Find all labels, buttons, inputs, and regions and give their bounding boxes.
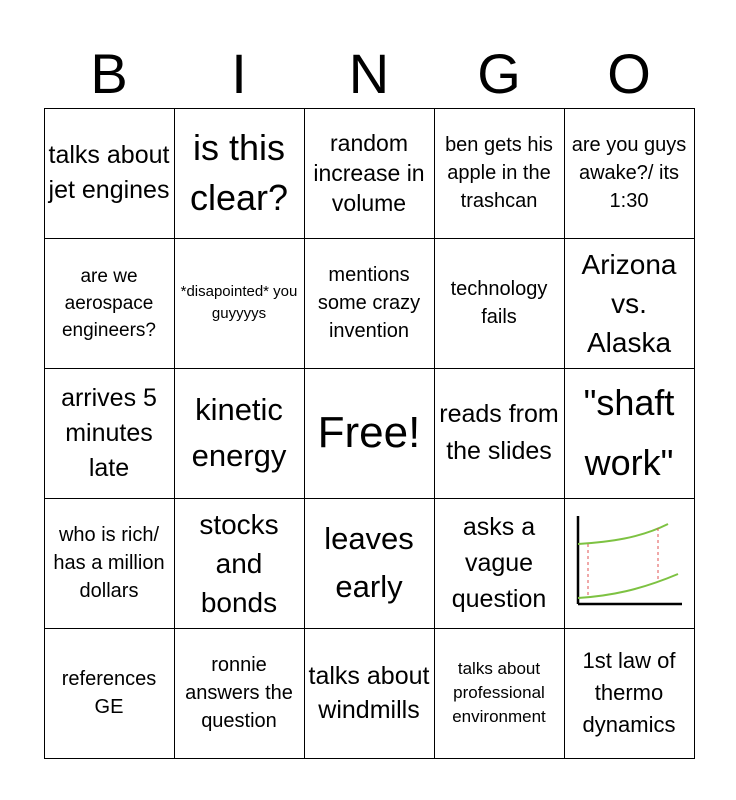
bingo-cell[interactable] — [304, 498, 435, 629]
header-letter-i: I — [231, 42, 247, 105]
cell-text: kinetic energy — [191, 392, 287, 473]
cell-text: leaves early — [324, 521, 414, 604]
cell-text: arrives 5 minutes late — [61, 383, 157, 482]
bingo-cell[interactable] — [564, 368, 695, 499]
cell-text: is this clear? — [189, 127, 289, 218]
bingo-cell[interactable] — [564, 108, 695, 239]
cell-text: random increase in volume — [313, 130, 425, 216]
header-letter-g: G — [477, 42, 521, 105]
cell-text: ben gets his apple in the trashcan — [445, 134, 553, 212]
bingo-cell[interactable] — [44, 628, 175, 759]
cell-text: are we aerospace engineers? — [61, 265, 157, 341]
cell-text: technology fails — [450, 278, 548, 328]
bingo-grid — [44, 108, 694, 758]
bingo-cell[interactable] — [174, 368, 305, 499]
graph-cell[interactable] — [564, 498, 695, 629]
bingo-cell[interactable] — [434, 628, 565, 759]
cell-text: *disapointed* you guyyyys — [180, 283, 298, 322]
bingo-cell[interactable] — [174, 498, 305, 629]
cell-text: Arizona vs. Alaska — [581, 248, 677, 358]
cell-text: who is rich/ has a million dollars — [53, 524, 165, 602]
bingo-cell[interactable] — [174, 108, 305, 239]
cell-text: references GE — [61, 668, 157, 718]
cell-text: ronnie answers the question — [185, 654, 293, 732]
bingo-cell[interactable] — [174, 628, 305, 759]
cell-text: "shaft work" — [583, 382, 675, 483]
cell-text: are you guys awake?/ its 1:30 — [571, 134, 687, 212]
header-letter-b: B — [90, 42, 128, 105]
free-cell[interactable] — [304, 368, 435, 499]
cell-text: 1st law of thermo dynamics — [582, 648, 676, 737]
bingo-cell[interactable] — [44, 238, 175, 369]
bingo-cell[interactable] — [44, 368, 175, 499]
cell-text: mentions some crazy invention — [317, 264, 421, 342]
cell-text: asks a vague question — [451, 513, 547, 613]
thermo-graph-icon — [570, 508, 688, 618]
bingo-cell[interactable] — [434, 108, 565, 239]
bingo-cell[interactable] — [174, 238, 305, 369]
header-letter-n: N — [348, 42, 390, 105]
cell-text: Free! — [317, 408, 421, 457]
cell-text: talks about jet engines — [48, 141, 170, 204]
bingo-cell[interactable] — [304, 628, 435, 759]
bingo-cell[interactable] — [564, 628, 695, 759]
bingo-cell[interactable] — [434, 238, 565, 369]
cell-text: talks about professional environment — [452, 659, 546, 726]
bingo-cell[interactable] — [44, 108, 175, 239]
cell-text: reads from the slides — [439, 400, 559, 465]
cell-text: stocks and bonds — [199, 508, 279, 618]
cell-text: talks about windmills — [308, 662, 430, 724]
bingo-cell[interactable] — [44, 498, 175, 629]
header-letter-o: O — [607, 42, 651, 105]
bingo-cell[interactable] — [564, 238, 695, 369]
bingo-cell[interactable] — [304, 238, 435, 369]
bingo-cell[interactable] — [434, 498, 565, 629]
bingo-header — [44, 40, 694, 108]
bingo-cell[interactable] — [434, 368, 565, 499]
bingo-cell[interactable] — [304, 108, 435, 239]
